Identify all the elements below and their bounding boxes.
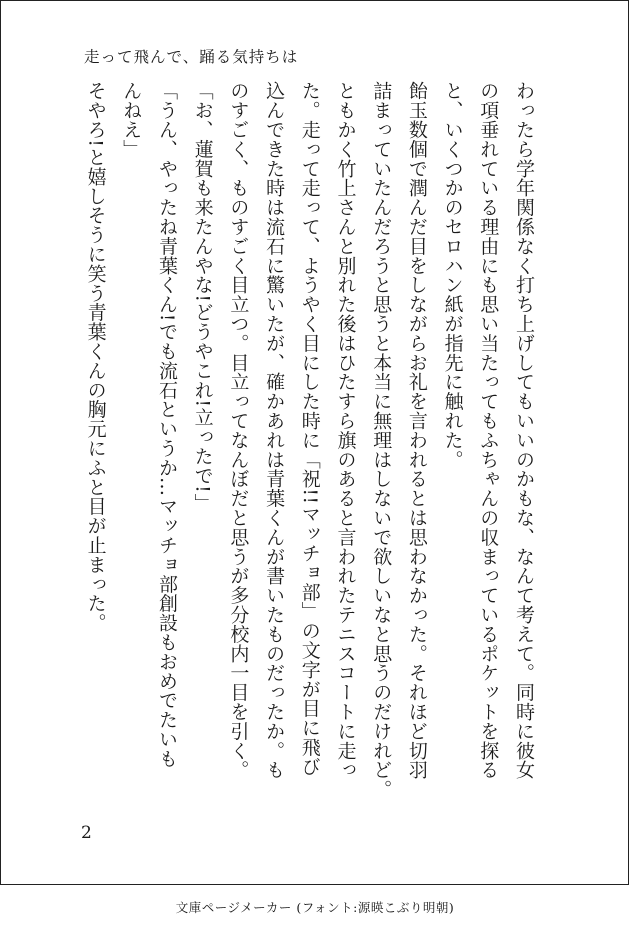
running-title: 走って飛んで、踊る気持ちは <box>84 48 299 66</box>
text-line: ともかく竹上さんと別れた後はひたすら旗のあると言われたテニスコートに走っ <box>334 81 357 780</box>
text-line: た。走って走って、ようやく目にした時に「祝!!マッチョ部」の文字が目に飛び <box>298 81 321 777</box>
footer-credit: 文庫ページメーカー (フォント:源暎こぶり明朝) <box>175 900 455 915</box>
dialogue-line: 「うん、やったね青葉くん!でも流石というか…マッチョ部創設もおめでたいも <box>155 81 178 769</box>
dialogue-line: んねえ」 <box>120 81 143 159</box>
text-line: 込んできた時は流石に驚いたが、確かあれは青葉くんが書いたものだったか。も <box>263 81 286 780</box>
text-line: と、いくつかのセロハン紙が指先に触れた。 <box>441 81 464 469</box>
text-line: のすごく、ものすごく目立つ。目立ってなんぼだと思うが多分校内一目を引く。 <box>227 81 250 780</box>
page-number: 2 <box>81 823 92 843</box>
text-line: 詰まっていたんだろうと思うと本当に無理はしないで欲しいなと思うのだけれど。 <box>370 81 393 799</box>
text-line: わったら学年関係なく打ち上げしてもいいのかもな、なんて考えて。同時に彼女 <box>513 81 535 780</box>
text-line: の項垂れている理由にも思い当たってもふちゃんの収まっているポケットを探る <box>477 81 500 780</box>
text-line: 飴玉数個で潤んだ目をしながらお礼を言われるとは思わなかった。それほど切羽 <box>405 81 428 780</box>
dialogue-line: 「お、蓮賀も来たんやな!どうやこれ!立ったで!」 <box>191 81 214 513</box>
vertical-body-text <box>84 81 541 841</box>
text-line: そやろ!と嬉しそうに笑う青葉くんの胸元にふと目が止まった。 <box>84 81 107 633</box>
